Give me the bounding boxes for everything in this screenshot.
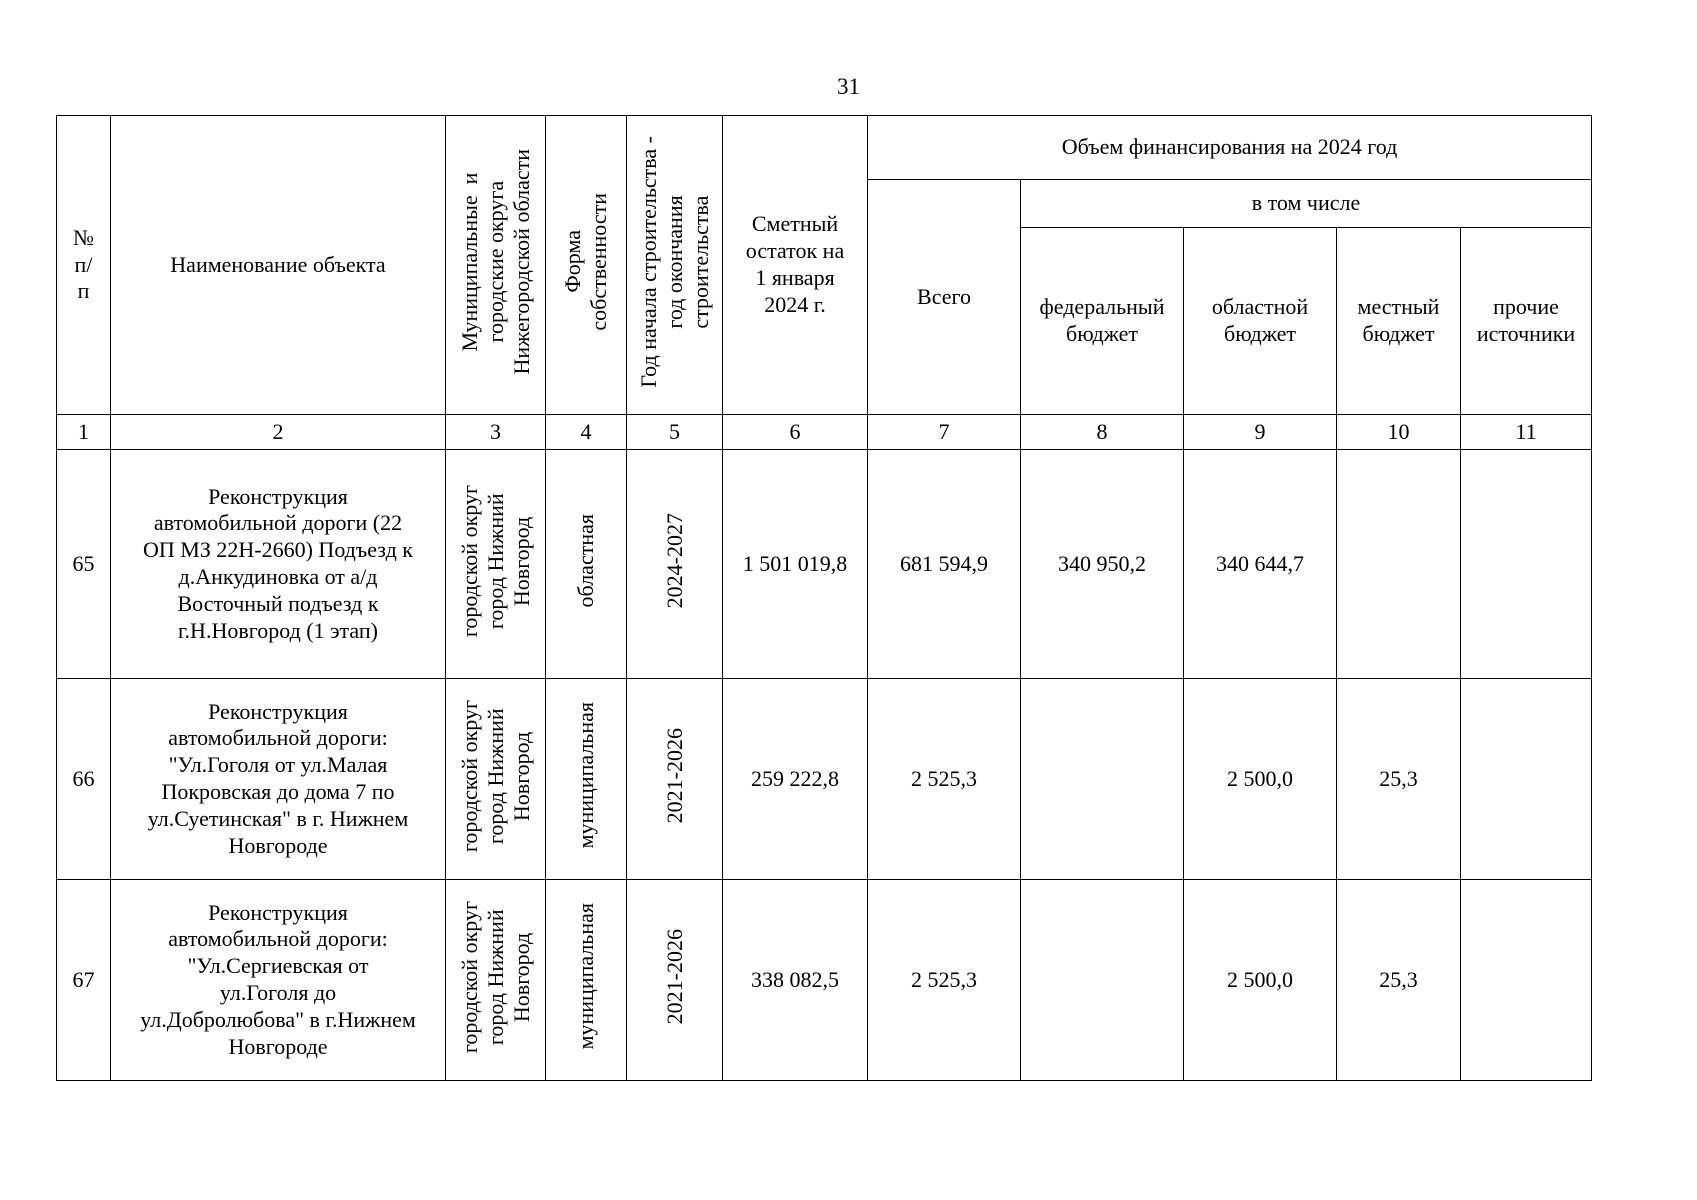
table-row — [57, 880, 1592, 1081]
column-number: 5 — [627, 415, 723, 450]
object-name: Реконструкция автомобильной дороги: "Ул.Гоголя от ул.Малая Покровская до дома 7 по ул.Суетинская" в г. Нижнем Новгороде — [111, 679, 446, 880]
column-number-row — [57, 415, 1592, 450]
regional-value: 340 644,7 — [1184, 450, 1337, 679]
object-name: Реконструкция автомобильной дороги: "Ул.Сергиевская от ул.Гоголя до ул.Добролюбова" в г.Нижнем Новгороде — [111, 880, 446, 1081]
header-num: № п/ п — [57, 116, 111, 415]
object-name: Реконструкция автомобильной дороги (22 ОП МЗ 22Н-2660) Подъезд к д.Анкудиновка от а/д Восточный подъезд к г.Н.Новгород (1 этап) — [111, 450, 446, 679]
federal-value: 340 950,2 — [1021, 450, 1184, 679]
local-value: 25,3 — [1337, 880, 1461, 1081]
column-number: 10 — [1337, 415, 1461, 450]
header-municipal: Муниципальные и городские округа Нижегородской области — [446, 116, 546, 415]
column-number: 9 — [1184, 415, 1337, 450]
column-number: 11 — [1461, 415, 1592, 450]
header-local: местный бюджет — [1337, 228, 1461, 415]
balance-value: 338 082,5 — [723, 880, 868, 1081]
header-including: в том числе — [1021, 180, 1592, 228]
ownership-form: областная — [546, 450, 627, 679]
local-value: 25,3 — [1337, 679, 1461, 880]
other-value — [1461, 450, 1592, 679]
regional-value: 2 500,0 — [1184, 679, 1337, 880]
municipal-district: городской округ город Нижний Новгород — [446, 450, 546, 679]
municipal-district: городской округ город Нижний Новгород — [446, 880, 546, 1081]
row-num: 66 — [57, 679, 111, 880]
regional-value: 2 500,0 — [1184, 880, 1337, 1081]
header-total: Всего — [868, 180, 1021, 415]
total-value: 681 594,9 — [868, 450, 1021, 679]
row-num: 65 — [57, 450, 111, 679]
construction-years: 2024-2027 — [627, 450, 723, 679]
federal-value — [1021, 880, 1184, 1081]
table-row — [57, 679, 1592, 880]
row-num: 67 — [57, 880, 111, 1081]
balance-value: 1 501 019,8 — [723, 450, 868, 679]
construction-years: 2021-2026 — [627, 679, 723, 880]
ownership-form: муниципальная — [546, 880, 627, 1081]
header-years: Год начала строительства - год окончания строительства — [627, 116, 723, 415]
federal-value — [1021, 679, 1184, 880]
header-ownership: Форма собственности — [546, 116, 627, 415]
financing-table — [56, 115, 1592, 1081]
header-regional: областной бюджет — [1184, 228, 1337, 415]
header-name: Наименование объекта — [111, 116, 446, 415]
municipal-district: городской округ город Нижний Новгород — [446, 679, 546, 880]
header-balance: Сметный остаток на 1 января 2024 г. — [723, 116, 868, 415]
header-federal: федеральный бюджет — [1021, 228, 1184, 415]
column-number: 7 — [868, 415, 1021, 450]
header-other: прочие источники — [1461, 228, 1592, 415]
column-number: 4 — [546, 415, 627, 450]
total-value: 2 525,3 — [868, 880, 1021, 1081]
page-number: 31 — [837, 74, 860, 99]
other-value — [1461, 880, 1592, 1081]
table-row — [57, 450, 1592, 679]
column-number: 2 — [111, 415, 446, 450]
column-number: 1 — [57, 415, 111, 450]
column-number: 3 — [446, 415, 546, 450]
other-value — [1461, 679, 1592, 880]
column-number: 6 — [723, 415, 868, 450]
column-number: 8 — [1021, 415, 1184, 450]
construction-years: 2021-2026 — [627, 880, 723, 1081]
ownership-form: муниципальная — [546, 679, 627, 880]
balance-value: 259 222,8 — [723, 679, 868, 880]
total-value: 2 525,3 — [868, 679, 1021, 880]
local-value — [1337, 450, 1461, 679]
header-financing: Объем финансирования на 2024 год — [868, 116, 1592, 180]
